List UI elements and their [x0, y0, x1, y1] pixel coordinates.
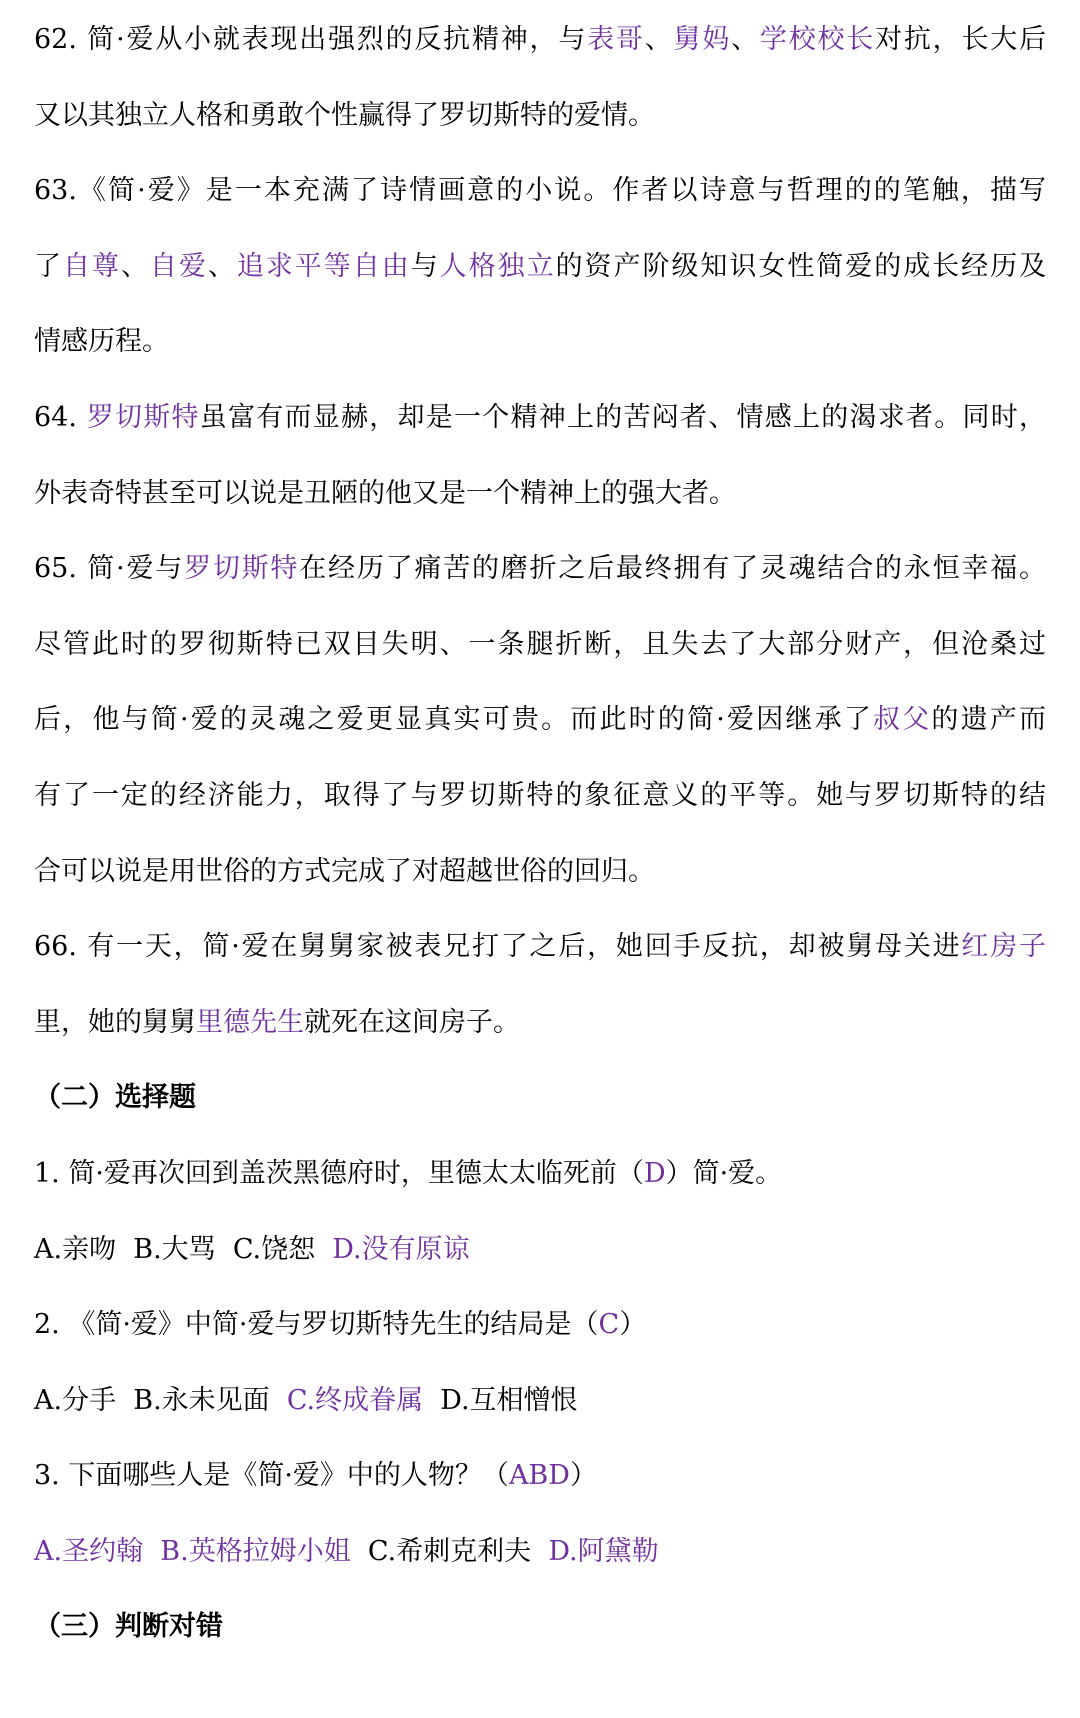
- text-segment: 66. 有一天，简·爱在舅舅家被表兄打了之后，她回手反抗，却被舅母关进: [34, 931, 962, 963]
- text-segment: 、: [207, 250, 237, 282]
- text-segment: 情感历程。: [34, 326, 169, 358]
- text-line: [34, 2, 1046, 78]
- text-line: [34, 1136, 1046, 1212]
- text-segment: ）: [619, 1309, 647, 1341]
- text-segment: 里，她的舅舅: [34, 1006, 196, 1038]
- section-heading: [34, 1060, 1046, 1136]
- text-line: [34, 758, 1046, 834]
- text-line: [34, 229, 1046, 305]
- text-line: [34, 531, 1046, 607]
- highlighted-answer: 追求平等自由: [236, 250, 411, 282]
- text-segment: 1. 简·爱再次回到盖茨黑德府时，里德太太临死前（: [34, 1157, 644, 1189]
- highlighted-answer: 叔父: [873, 704, 932, 736]
- text-segment: 尽管此时的罗彻斯特已双目失明、一条腿折断，且失去了大部分财产，但沧桑过: [34, 628, 1046, 660]
- text-segment: 又以其独立人格和勇敢个性赢得了罗切斯特的爱情。: [34, 99, 655, 131]
- text-segment: 后，他与简·爱的灵魂之爱更显真实可贵。而此时的简·爱因继承了: [34, 704, 874, 736]
- text-segment: 合可以说是用世俗的方式完成了对超越世俗的回归。: [34, 855, 655, 887]
- text-segment: 63.《简·爱》是一本充满了诗情画意的小说。作者以诗意与哲理的的笔触，描写: [34, 175, 1046, 207]
- text-line: [34, 78, 1046, 154]
- text-line: [34, 304, 1046, 380]
- text-segment: 2. 《简·爱》中简·爱与罗切斯特先生的结局是（: [34, 1309, 599, 1341]
- text-segment: 有了一定的经济能力，取得了与罗切斯特的象征意义的平等。她与罗切斯特的结: [34, 779, 1046, 811]
- text-segment: 的资产阶级知识女性简爱的成长经历及: [555, 250, 1046, 282]
- text-segment: 65. 简·爱与: [34, 553, 185, 585]
- text-segment: 了: [34, 250, 63, 282]
- text-line: [34, 682, 1046, 758]
- section-heading: [34, 1589, 1046, 1665]
- text-line: [34, 380, 1046, 456]
- text-segment: 、: [120, 250, 150, 282]
- text-line: [34, 153, 1046, 229]
- text-line: [34, 1287, 1046, 1363]
- text-segment: （三）判断对错: [34, 1611, 223, 1643]
- highlighted-answer: ABD: [508, 1460, 570, 1492]
- highlighted-answer: D.阿黛勒: [548, 1535, 659, 1567]
- text-segment: 虽富有而显赫，却是一个精神上的苦闷者、情感上的渴求者。同时，: [199, 401, 1046, 433]
- highlighted-answer: C: [598, 1309, 620, 1341]
- highlighted-answer: 表哥: [587, 24, 645, 55]
- text-segment: [143, 1536, 160, 1567]
- highlighted-answer: A.圣约翰: [34, 1535, 144, 1567]
- text-line: [34, 834, 1046, 910]
- highlighted-answer: 学校校长: [759, 24, 876, 55]
- highlighted-answer: 人格独立: [439, 250, 556, 282]
- text-segment: 64.: [34, 401, 87, 433]
- highlighted-answer: 舅妈: [673, 24, 732, 55]
- highlighted-answer: 红房子: [961, 931, 1046, 963]
- text-line: [34, 1514, 1046, 1590]
- text-segment: 3. 下面哪些人是《简·爱》中的人物？（: [34, 1460, 509, 1492]
- text-segment: 外表奇特甚至可以说是丑陋的他又是一个精神上的强大者。: [34, 477, 736, 509]
- highlighted-answer: 罗切斯特: [184, 553, 300, 585]
- text-segment: C.希刺克利夫: [350, 1535, 549, 1567]
- text-segment: 在经历了痛苦的磨折之后最终拥有了灵魂结合的永恒幸福。: [299, 553, 1046, 585]
- text-segment: A.分手 B.永未见面: [34, 1384, 287, 1416]
- text-line: [34, 607, 1046, 683]
- highlighted-answer: 自爱: [149, 250, 208, 282]
- text-segment: 、: [731, 24, 760, 55]
- text-segment: 、: [644, 24, 674, 55]
- text-line: [34, 1212, 1046, 1288]
- highlighted-answer: B.英格拉姆小姐: [160, 1535, 351, 1567]
- text-line: [34, 1363, 1046, 1439]
- text-segment: 与: [410, 250, 440, 282]
- highlighted-answer: 自尊: [62, 250, 121, 282]
- highlighted-answer: D.没有原谅: [332, 1233, 470, 1265]
- highlighted-answer: 罗切斯特: [86, 401, 200, 433]
- text-segment: A.亲吻 B.大骂 C.饶恕: [34, 1233, 333, 1265]
- text-segment: D.互相憎恨: [423, 1384, 578, 1416]
- text-line: [34, 456, 1046, 532]
- text-segment: 的遗产而: [931, 704, 1046, 736]
- highlighted-answer: 里德先生: [196, 1006, 304, 1038]
- text-line: [34, 985, 1046, 1061]
- text-segment: ）简·爱。: [665, 1157, 783, 1189]
- text-line: [34, 909, 1046, 985]
- text-segment: 62. 简·爱从小就表现出强烈的反抗精神，与: [34, 24, 588, 55]
- text-segment: ）: [569, 1460, 597, 1492]
- text-segment: （二）选择题: [34, 1082, 196, 1114]
- text-line: [34, 1438, 1046, 1514]
- highlighted-answer: D: [643, 1157, 666, 1189]
- highlighted-answer: C.终成眷属: [286, 1384, 424, 1416]
- text-segment: 对抗，长大后: [875, 24, 1046, 55]
- text-segment: 就死在这间房子。: [304, 1006, 520, 1038]
